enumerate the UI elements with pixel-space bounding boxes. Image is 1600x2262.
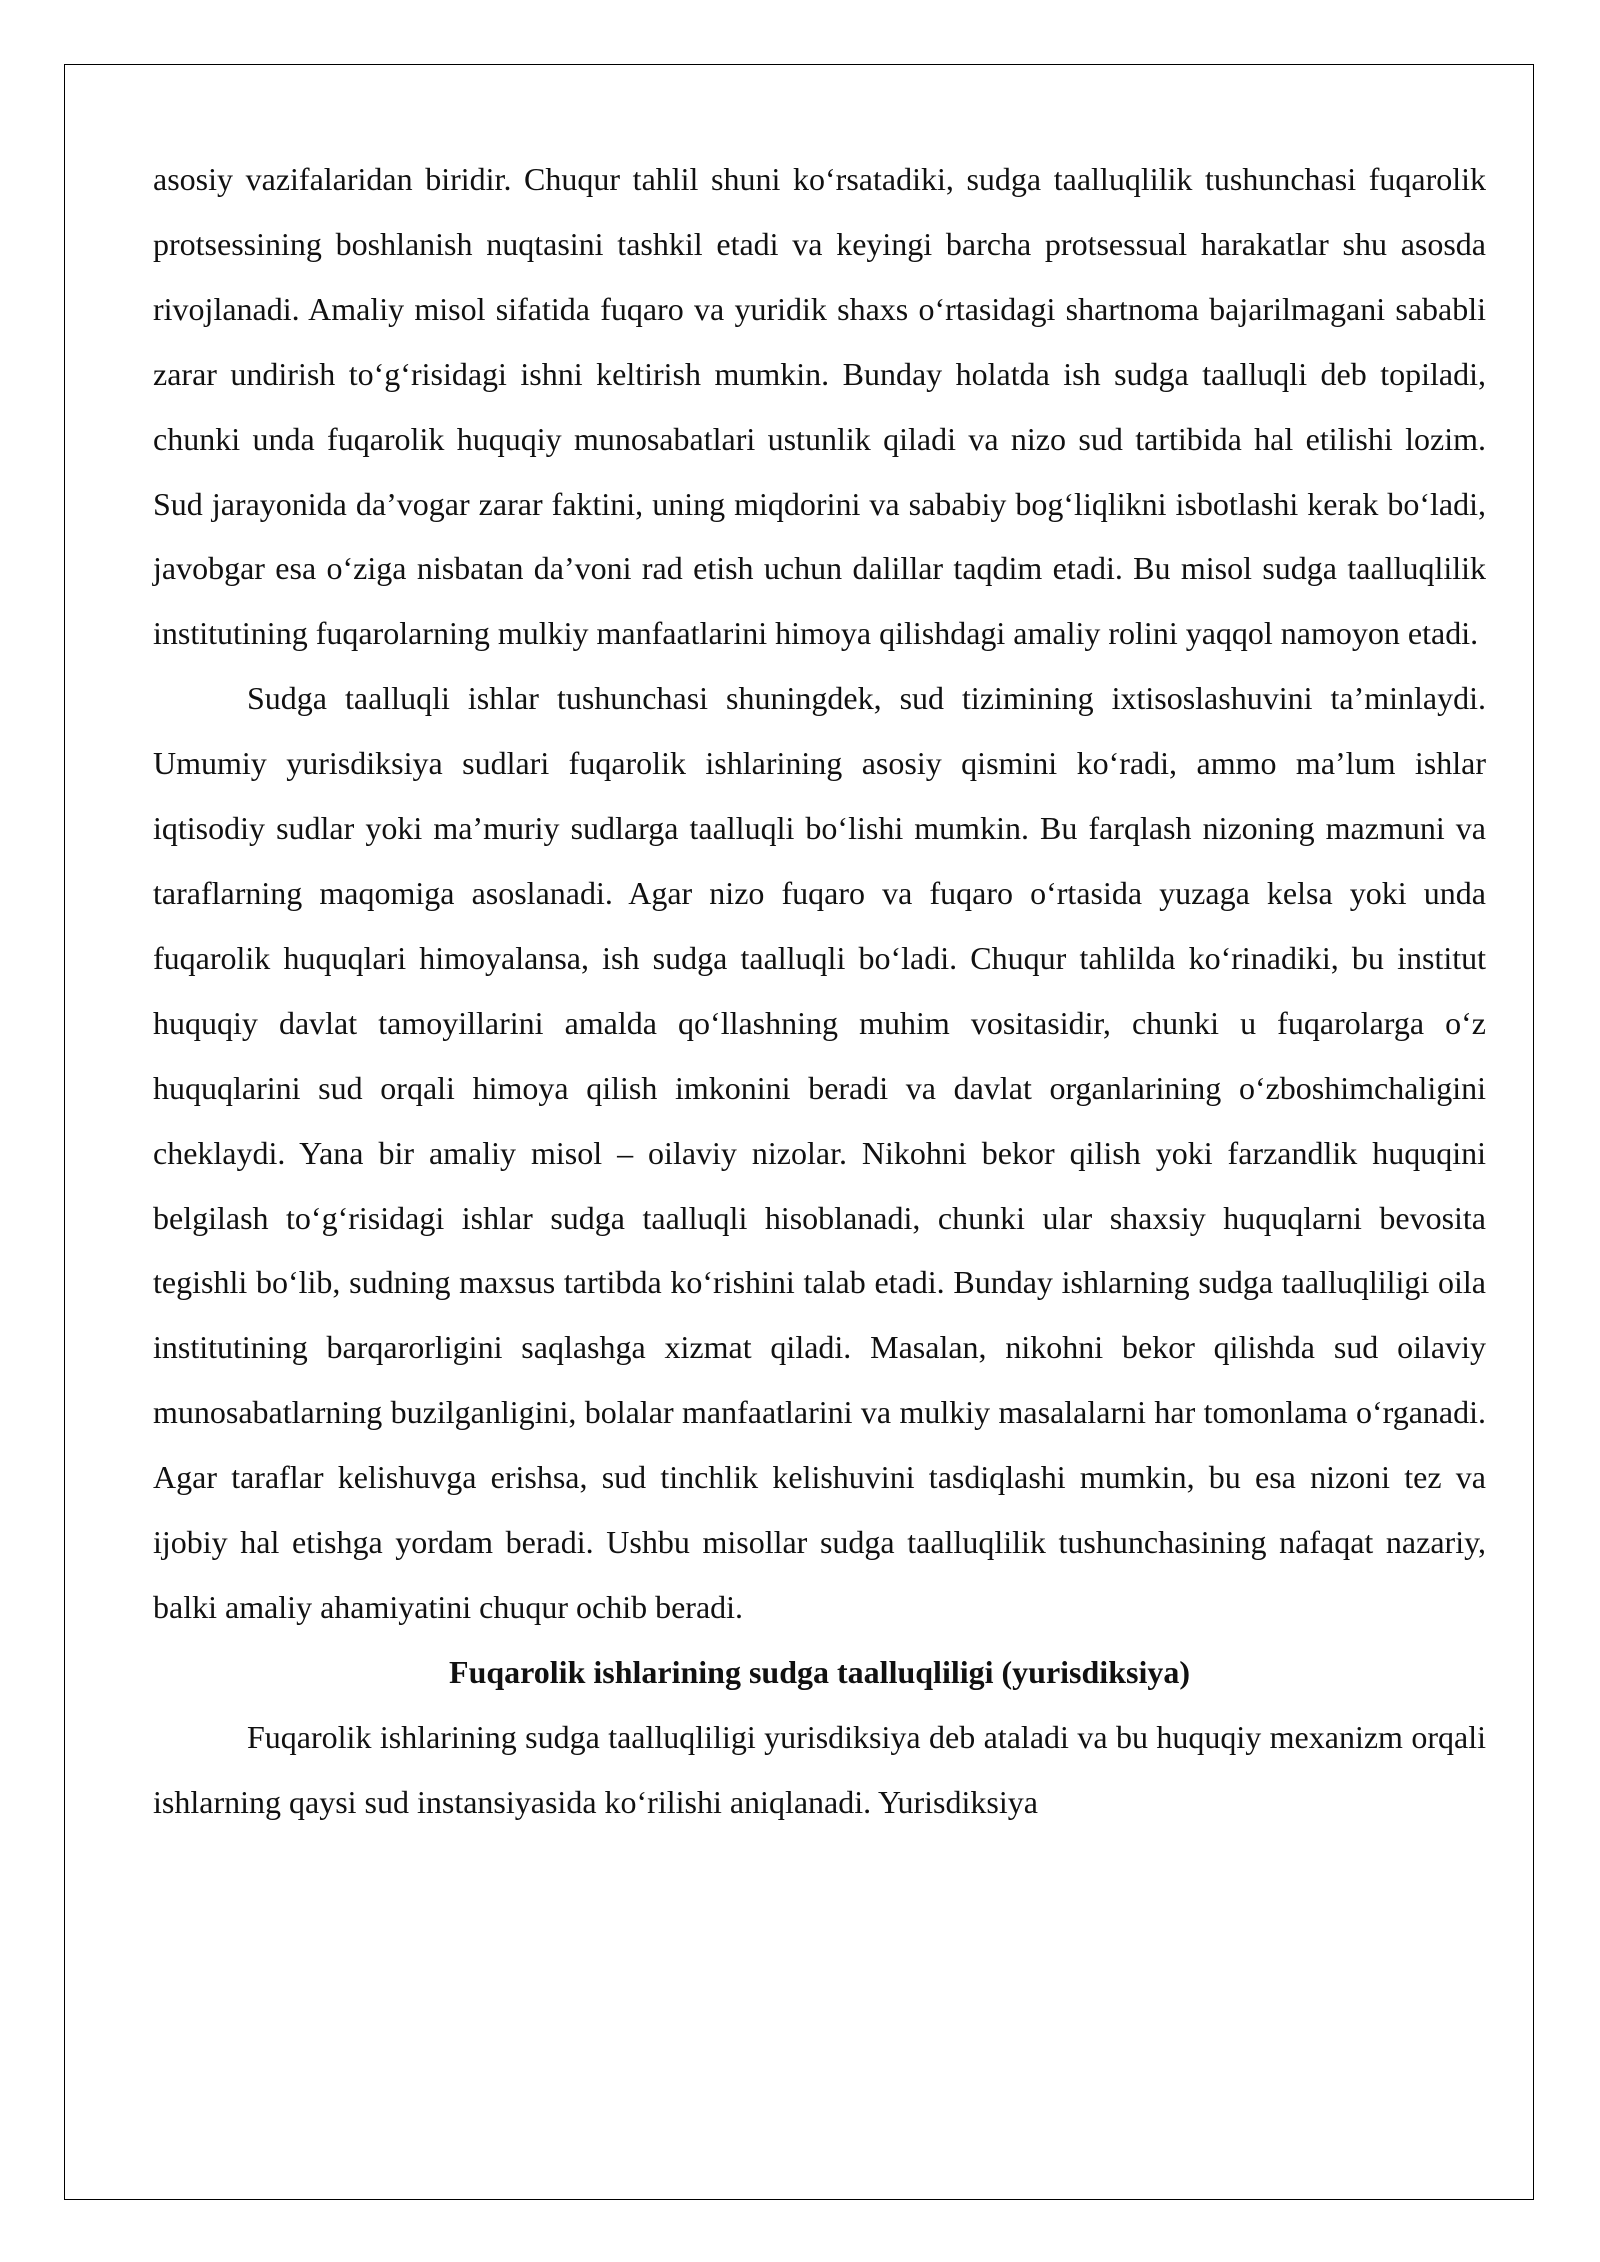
- paragraph: Fuqarolik ishlarining sudga taalluqliligi yurisdiksiya deb ataladi va bu huquqiy mexanizm orqali ishlarning qaysi sud instansiyasida ko‘rilishi aniqlanadi. Yurisdiksiya: [153, 1718, 1486, 1820]
- paragraph-continued: asosiy vazifalaridan biridir. Chuqur tahlil shuni ko‘rsatadiki, sudga taalluqlilik tushunchasi fuqarolik protsessining boshlanish nuqtasini tashkil etadi va keyingi barcha protsessual harakatlar shu asosda rivojlanadi. Amaliy misol sifatida fuqaro va yuridik shaxs o‘rtasidagi shartnoma bajarilmagani sababli zarar undirish to‘g‘risidagi ishni keltirish mumkin. Bunday holatda ish sudga taalluqli deb topiladi, chunki unda fuqarolik huquqiy munosabatlari ustunlik qiladi va nizo sud tartibida hal etilishi lozim. Sud jarayonida da’vogar zarar faktini, uning miqdorini va sababiy bog‘liqlikni isbotlashi kerak bo‘ladi, javobgar esa o‘ziga nisbatan da’voni rad etish uchun dalillar taqdim etadi. Bu misol sudga taalluqlilik institutining fuqarolarning mulkiy manfaatlarini himoya qilishdagi amaliy rolini yaqqol namoyon etadi.: [153, 161, 1486, 652]
- document-body: [153, 147, 1486, 1835]
- paragraph: Sudga taalluqli ishlar tushunchasi shuningdek, sud tizimining ixtisoslashuvini ta’minlaydi. Umumiy yurisdiksiya sudlari fuqarolik ishlarining asosiy qismini ko‘radi, ammo ma’lum ishlar iqtisodiy sudlar yoki ma’muriy sudlarga taalluqli bo‘lishi mumkin. Bu farqlash nizoning mazmuni va taraflarning maqomiga asoslanadi. Agar nizo fuqaro va fuqaro o‘rtasida yuzaga kelsa yoki unda fuqarolik huquqlari himoyalansa, ish sudga taalluqli bo‘ladi. Chuqur tahlilda ko‘rinadiki, bu institut huquqiy davlat tamoyillarini amalda qo‘llashning muhim vositasidir, chunki u fuqarolarga o‘z huquqlarini sud orqali himoya qilish imkonini beradi va davlat organlarining o‘zboshimchaligini cheklaydi. Yana bir amaliy misol – oilaviy nizolar. Nikohni bekor qilish yoki farzandlik huquqini belgilash to‘g‘risidagi ishlar sudga taalluqli hisoblanadi, chunki ular shaxsiy huquqlarni bevosita tegishli bo‘lib, sudning maxsus tartibda ko‘rishini talab etadi. Bunday ishlarning sudga taalluqliligi oila institutining barqarorligini saqlashga xizmat qiladi. Masalan, nikohni bekor qilishda sud oilaviy munosabatlarning buzilganligini, bolalar manfaatlarini va mulkiy masalalarni har tomonlama o‘rganadi. Agar taraflar kelishuvga erishsa, sud tinchlik kelishuvini tasdiqlashi mumkin, bu esa nizoni tez va ijobiy hal etishga yordam beradi. Ushbu misollar sudga taalluqlilik tushunchasining nafaqat nazariy, balki amaliy ahamiyatini chuqur ochib beradi.: [153, 680, 1486, 1625]
- section-heading: Fuqarolik ishlarining sudga taalluqliligi (yurisdiksiya): [449, 1653, 1190, 1690]
